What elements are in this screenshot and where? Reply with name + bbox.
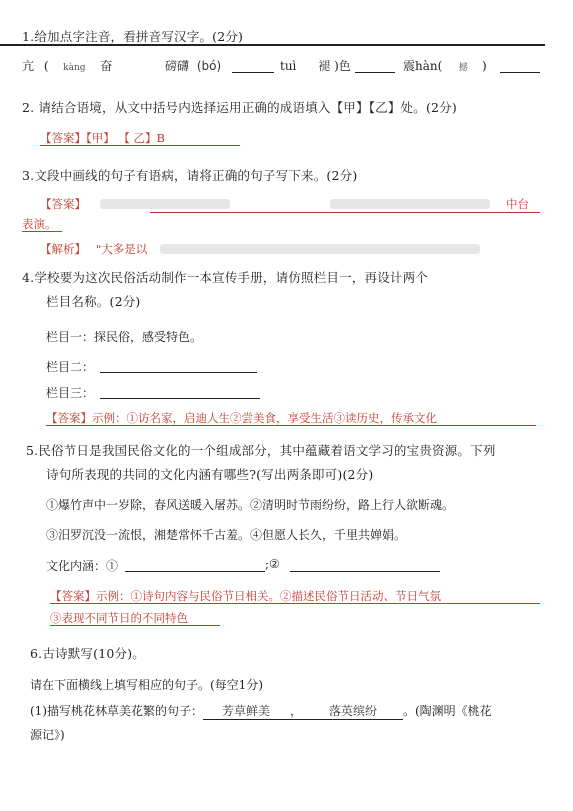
q5-label2: ;② <box>265 557 280 571</box>
q1-word2: 磅礴 (bó) <box>165 59 222 73</box>
q5-title: 5.民俗节日是我国民俗文化的一个组成部分，其中蕴藏着语文学习的宝贵资源。下列 <box>26 443 496 458</box>
q4-col2-blank <box>100 372 257 373</box>
q3-answer-line2: 表演。 <box>22 217 57 231</box>
q4-col2: 栏目二： <box>46 360 95 374</box>
q5-title2: 诗句所表现的共同的文化内涵有哪些?(写出两条即可)(2分) <box>46 467 374 482</box>
q4-title2: 栏目名称。(2分) <box>46 294 141 309</box>
q6-fill1: 芳草鲜美 <box>203 702 289 720</box>
q5-blank1 <box>125 571 265 572</box>
q6-fill2: 落英缤纷 <box>303 702 403 720</box>
q5-poem-line2: ③汨罗沉没一流恨，湘楚常怀千古羞。④但愿人长久，千里共婵娟。 <box>46 528 407 542</box>
q3-analysis-label: 【解析】 <box>40 242 86 256</box>
q1-word4: 震hàn( 撼 ) <box>403 59 487 73</box>
q3-answer-label: 【答案】 <box>40 197 86 211</box>
q4-col3: 栏目三： <box>46 386 95 400</box>
q5-answer-line2: ③表现不同节日的不同特色 <box>50 611 188 625</box>
q4-col1: 栏目一：探民俗，感受特色。 <box>46 330 203 344</box>
q3-answer-tail: 中台 <box>506 197 529 211</box>
q2-answer: 【答案】【甲】 【 乙】B <box>40 131 166 145</box>
q5-poem-line1: ①爆竹声中一岁除，春风送暖入屠苏。②清明时节雨纷纷，路上行人欲断魂。 <box>46 498 455 512</box>
q6-title: 6.古诗默写(10分)。 <box>30 646 145 661</box>
q6-item1-line2: 源记》) <box>30 728 65 742</box>
q5-answer-line1: 【答案】示例：①诗句内容与民俗节日相关。②描述民俗节日活动、节日气氛 <box>50 589 441 603</box>
q5-label: 文化内涵：① <box>46 559 119 573</box>
q6-item1: (1)描写桃花林草美花繁的句子： 芳草鲜美 ， 落英缤纷 。(陶渊明《桃花 <box>30 704 492 718</box>
q1-word1-pinyin: kàng <box>63 63 86 73</box>
q4-title: 4.学校要为这次民俗活动制作一本宣传手册，请仿照栏目一，再设计两个 <box>22 270 429 285</box>
q4-col3-blank <box>100 398 260 399</box>
q5-blank2 <box>290 571 440 572</box>
q1-word1: 亢 ( kàng 奋 <box>22 59 113 73</box>
q3-analysis-text: "大多是以 <box>96 242 148 256</box>
q6-intro: 请在下面横线上填写相应的句子。(每空1分) <box>30 678 263 692</box>
q2-title: 2. 请结合语境，从文中括号内选择运用正确的成语填入【甲】【乙】处。(2分) <box>22 100 457 115</box>
q3-title: 3.文段中画线的句子有语病，请将正确的句子写下来。(2分) <box>22 168 358 183</box>
q4-answer: 【答案】示例：①访名家，启迪人生②尝美食，享受生活③读历史，传承文化 <box>46 411 437 425</box>
q1-word3: tuì 褪 )色 <box>280 59 351 73</box>
q1-title: 1.给加点字注音，看拼音写汉字。(2分) <box>22 29 244 44</box>
